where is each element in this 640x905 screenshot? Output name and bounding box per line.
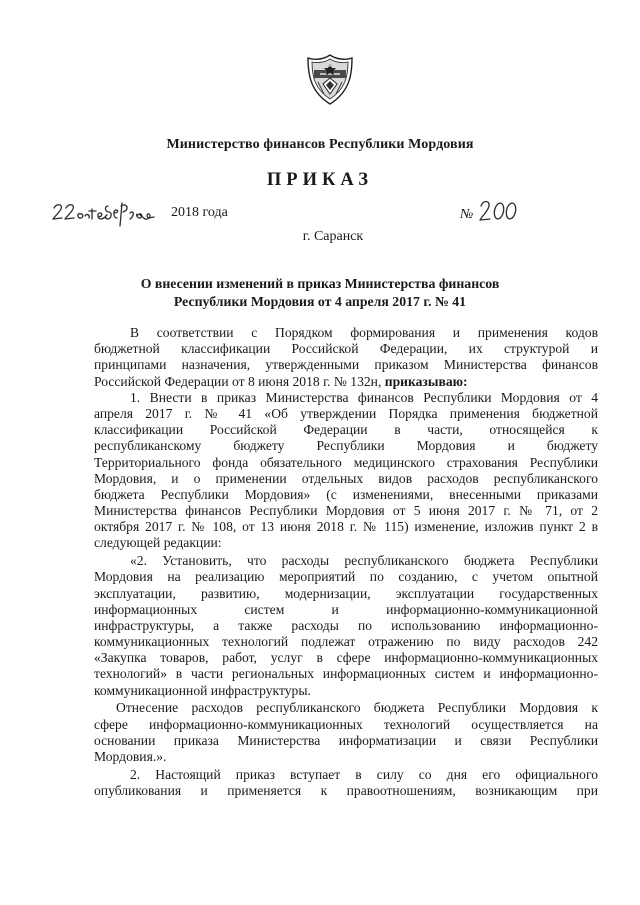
body-line: коммуникационных технологий подлежат отражению по виду расходов 242 [94, 634, 598, 650]
body-line: Министерства финансов Республики Мордовия от 5 июня 2017 г. № 71, от 2 [94, 503, 598, 519]
body-line: опубликования и применяется к правоотношениям, возникающим при [94, 782, 598, 798]
document-title-line-1: О внесении изменений в приказ Министерства финансов [140, 276, 500, 291]
body-line: сфере информационно-коммуникационных технологий осуществляется на [94, 716, 598, 732]
handwritten-date [50, 198, 162, 228]
document-year: 2018 года [171, 205, 228, 220]
body-line: Мордовия, и о применении отдельных видов расходов республиканского [94, 470, 598, 486]
body-line: 2. Настоящий приказ вступает в силу со дня его официального [130, 766, 598, 782]
body-line: информационных систем и информационно-коммуникационной [94, 601, 598, 617]
document-body [94, 325, 598, 799]
body-line: классификации Российской Федерации в части, относящейся к [94, 422, 598, 438]
ministry-name: Министерство финансов Республики Мордовия [166, 137, 474, 152]
body-line: принципами назначения, утвержденными приказом Министерства финансов [94, 357, 598, 373]
city: г. Саранск [302, 229, 364, 244]
body-line: Мордовия.». [94, 748, 167, 764]
body-line: 1. Внести в приказ Министерства финансов Республики Мордовия от 4 [130, 389, 598, 405]
emphasis-text: приказываю: [384, 373, 468, 389]
number-sign: № [460, 207, 474, 222]
coat-of-arms-icon [306, 54, 354, 106]
body-line: Мордовия на реализацию мероприятий по созданию, с учетом опытной [94, 569, 598, 585]
body-line: «Закупка товаров, работ, услуг в сфере информационно-коммуникационных [94, 650, 598, 666]
body-line: технологий» в части региональных информационных систем и информационно- [94, 666, 598, 682]
body-line: следующей редакции: [94, 535, 222, 551]
body-line: В соответствии с Порядком формирования и применения кодов [130, 325, 598, 340]
body-line: апреля 2017 г. № 41 «Об утверждении Порядка применения бюджетной [94, 405, 598, 421]
body-line: инфраструктуры, а также расходы по использованию информационно- [94, 617, 598, 633]
body-line: бюджетной классификации Российской Федерации, их структурой и [94, 341, 598, 357]
document-type: ПРИКАЗ [266, 170, 374, 190]
body-text: Российской Федерации от 8 июня 2018 г. № 132н, [94, 373, 385, 389]
body-line: «2. Установить, что расходы республиканского бюджета Республики [130, 553, 598, 569]
body-line: бюджета Республики Мордовия» (с изменениями, внесенными приказами [94, 486, 598, 502]
body-line: республиканскому бюджету Республики Мордовия и бюджету [94, 438, 598, 454]
handwritten-number [477, 196, 519, 224]
body-line: октября 2017 г. № 108, от 13 июня 2018 г. № 115) изменение, изложив пункт 2 в [94, 519, 598, 535]
body-line [94, 374, 598, 390]
document-title-line-2: Республики Мордовия от 4 апреля 2017 г. № 41 [173, 294, 467, 309]
body-line: основании приказа Министерства информатизации и связи Республики [94, 732, 598, 748]
body-line: Отнесение расходов республиканского бюджета Республики Мордовия к [116, 700, 598, 716]
body-line: Территориального фонда обязательного медицинского страхования Республики [94, 454, 598, 470]
body-line: коммуникационной инфраструктуры. [94, 682, 311, 698]
body-line: эксплуатации, развитию, модернизации, эксплуатации государственных [94, 585, 598, 601]
